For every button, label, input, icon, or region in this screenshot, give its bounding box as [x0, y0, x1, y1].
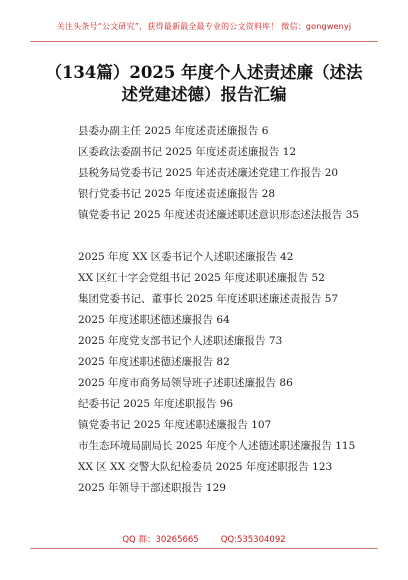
document-title-line-2: 述党建述德）报告汇编	[121, 85, 287, 104]
toc-item[interactable]: XX 区红十字会党组书记 2025 年度述职述廉报告 52	[78, 272, 325, 284]
header-divider	[30, 41, 378, 42]
toc-item[interactable]: 2025 年度述职述德述廉报告 82	[78, 356, 230, 368]
toc-item[interactable]: 市生态环境局副局长 2025 年度个人述德述职述廉报告 115	[78, 440, 356, 452]
toc-item[interactable]: 2025 年度市商务局领导班子述职述廉报告 86	[78, 377, 293, 389]
toc-item[interactable]: 2025 年度党支部书记个人述职述廉报告 73	[78, 335, 283, 347]
toc-item[interactable]: 县税务局党委书记 2025 年述责述廉述党建工作报告 20	[78, 167, 339, 179]
footer-qq-group: QQ 群：30265665	[122, 535, 199, 545]
toc-item[interactable]: 县委办副主任 2025 年度述责述廉报告 6	[78, 125, 269, 137]
toc-item[interactable]: 2025 年度述职述德述廉报告 64	[78, 314, 230, 326]
toc-item[interactable]: 2025 年度 XX 区委书记个人述职述廉报告 42	[78, 251, 294, 263]
document-title-line-1: （134篇）2025 年度个人述责述廉（述法	[45, 63, 363, 82]
toc-item[interactable]: XX 区 XX 交警大队纪检委员 2025 年度述职报告 123	[78, 461, 333, 473]
table-of-contents	[36, 121, 380, 499]
header-banner: 关注头条号“公文研究”，获得最新最全最专业的公文资料库！ 微信：gongwenyj	[56, 22, 352, 31]
footer-qq: QQ:535304092	[220, 535, 286, 545]
toc-item[interactable]: 纪委书记 2025 年度述职报告 96	[78, 398, 234, 410]
footer-divider	[30, 548, 378, 549]
toc-item[interactable]: 镇党委书记 2025 年度述责述廉述职述意识形态述法报告 35	[78, 209, 360, 221]
toc-item[interactable]: 镇党委书记 2025 年度述职述廉报告 107	[78, 419, 272, 431]
document-title	[38, 62, 370, 106]
toc-item[interactable]: 银行党委书记 2025 年度述责述廉报告 28	[78, 188, 276, 200]
toc-item[interactable]: 2025 年领导干部述职报告 129	[78, 482, 226, 494]
toc-item[interactable]: 集团党委书记、董事长 2025 年度述职述廉述责报告 57	[78, 293, 339, 305]
toc-item[interactable]: 区委政法委副书记 2025 年度述责述廉报告 12	[78, 146, 297, 158]
footer-contact	[0, 533, 408, 545]
